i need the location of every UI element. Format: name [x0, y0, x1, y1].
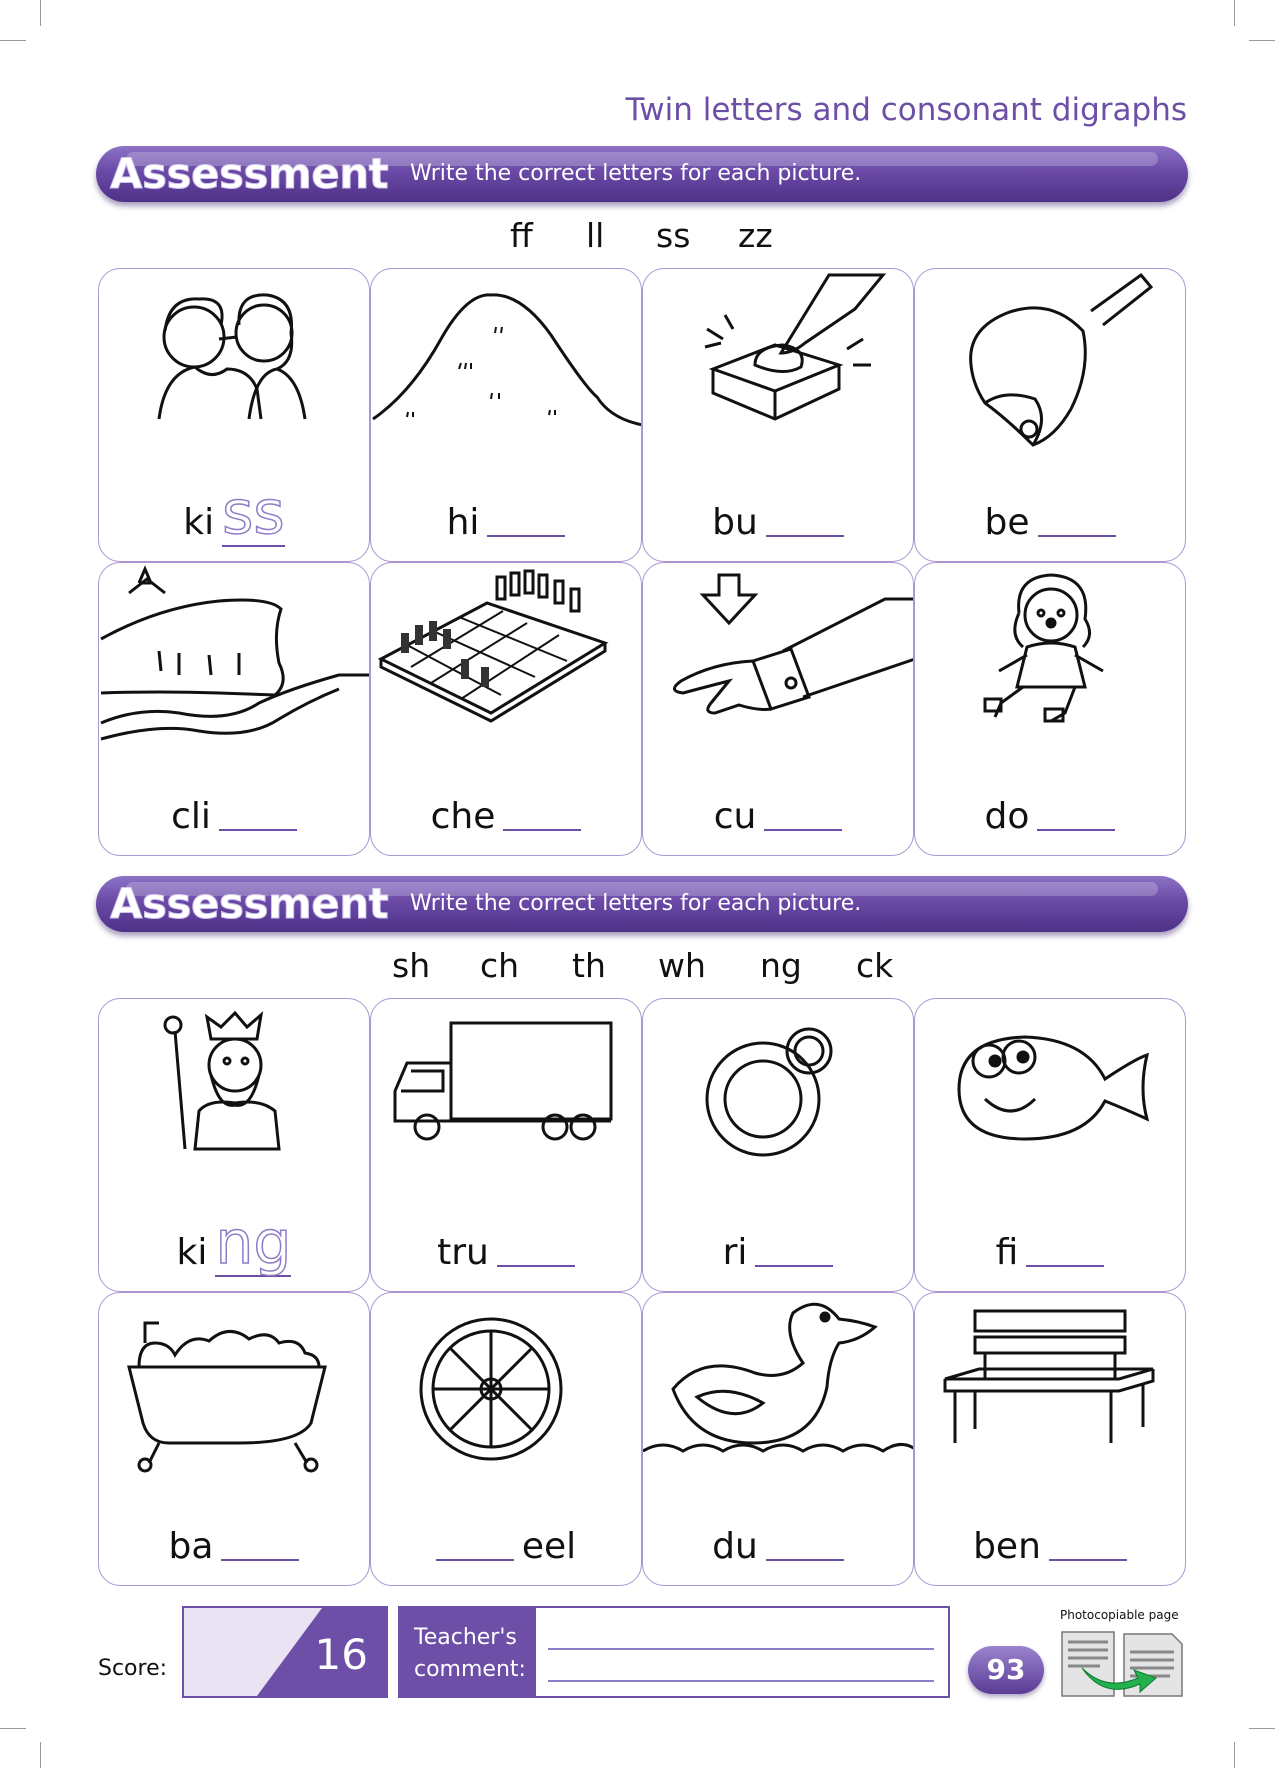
crop-mark — [40, 1742, 41, 1768]
chess-icon — [371, 563, 642, 743]
word-row — [915, 789, 1185, 837]
word-row — [371, 1225, 641, 1273]
word-row — [99, 789, 369, 837]
bell-icon — [915, 269, 1186, 449]
banner-instruction: Write the correct letters for each picture. — [410, 161, 862, 186]
answer-blank[interactable] — [766, 535, 844, 537]
comment-line[interactable] — [548, 1648, 934, 1650]
banner-title: Assessment — [110, 149, 389, 198]
letter-option: wh — [658, 946, 706, 985]
word-row — [371, 495, 641, 543]
picture-card — [642, 998, 914, 1292]
letter-options-1 — [0, 216, 1275, 260]
kissing-couple-icon — [99, 269, 370, 449]
word-stem: hi — [446, 502, 480, 543]
answer-blank[interactable] — [497, 1265, 575, 1267]
word-stem: du — [712, 1526, 758, 1567]
letter-options-2 — [0, 946, 1275, 990]
ring-icon — [643, 999, 914, 1179]
letter-option: sh — [392, 946, 431, 985]
photocopy-icon — [1060, 1626, 1188, 1698]
picture-card — [642, 562, 914, 856]
crop-mark — [0, 1728, 26, 1729]
crop-mark — [1249, 1728, 1275, 1729]
traced-answer: ss — [222, 478, 285, 548]
king-icon — [99, 999, 370, 1179]
word-row — [99, 1208, 369, 1278]
word-stem: be — [984, 502, 1030, 543]
letter-option: ch — [480, 946, 520, 985]
bench-icon — [915, 1293, 1186, 1473]
word-stem: ki — [176, 1232, 208, 1273]
picture-card — [914, 998, 1186, 1292]
word-stem: ki — [183, 502, 215, 543]
photocopy-label: Photocopiable page — [1060, 1608, 1179, 1622]
answer-blank[interactable] — [436, 1559, 514, 1561]
letter-option: ff — [510, 216, 533, 255]
word-row — [99, 478, 369, 548]
score-box[interactable] — [182, 1606, 388, 1698]
word-row — [643, 1225, 913, 1273]
picture-card — [914, 1292, 1186, 1586]
picture-card — [98, 1292, 370, 1586]
word-row — [915, 495, 1185, 543]
buzzer-icon — [643, 269, 914, 449]
word-row — [915, 1225, 1185, 1273]
word-stem: do — [984, 796, 1030, 837]
banner-title: Assessment — [110, 879, 389, 928]
crop-mark — [1234, 1742, 1235, 1768]
answer-blank[interactable] — [221, 1559, 299, 1561]
word-stem: che — [430, 796, 496, 837]
word-stem: cli — [171, 796, 211, 837]
assessment-banner-2 — [96, 876, 1188, 932]
hill-icon — [371, 269, 642, 449]
answer-blank[interactable] — [1049, 1559, 1127, 1561]
word-stem: fi — [995, 1232, 1019, 1273]
word-row — [643, 1519, 913, 1567]
word-stem: bu — [712, 502, 758, 543]
score-label: Score: — [98, 1656, 168, 1681]
teacher-comment-box[interactable] — [398, 1606, 950, 1698]
cliff-icon — [99, 563, 370, 743]
word-row — [371, 1519, 641, 1567]
answer-blank[interactable] — [1037, 829, 1115, 831]
word-row — [371, 789, 641, 837]
word-row — [915, 1519, 1185, 1567]
word-row — [643, 789, 913, 837]
picture-card — [642, 268, 914, 562]
answer-blank[interactable] — [1038, 535, 1116, 537]
picture-card — [370, 268, 642, 562]
page-title: Twin letters and consonant digraphs — [625, 92, 1187, 128]
picture-card — [914, 562, 1186, 856]
comment-label-line2: comment: — [414, 1657, 526, 1682]
duck-icon — [643, 1293, 914, 1473]
answer-blank[interactable] — [487, 535, 565, 537]
answer-blank[interactable] — [766, 1559, 844, 1561]
picture-card — [642, 1292, 914, 1586]
picture-card — [98, 998, 370, 1292]
picture-card — [914, 268, 1186, 562]
page-number-badge: 93 — [968, 1646, 1044, 1694]
assessment-banner-1 — [96, 146, 1188, 202]
word-stem: ba — [168, 1526, 214, 1567]
letter-option: zz — [738, 216, 773, 255]
word-stem: ri — [722, 1232, 748, 1273]
doll-icon — [915, 563, 1186, 743]
picture-card — [98, 562, 370, 856]
word-stem: cu — [713, 796, 757, 837]
crop-mark — [1249, 40, 1275, 41]
picture-card — [370, 998, 642, 1292]
answer-blank[interactable] — [219, 829, 297, 831]
wheel-icon — [371, 1293, 642, 1473]
comment-label — [400, 1608, 536, 1696]
banner-instruction: Write the correct letters for each picture. — [410, 891, 862, 916]
score-total: 16 — [314, 1630, 368, 1679]
fish-icon — [915, 999, 1186, 1179]
picture-card — [370, 1292, 642, 1586]
letter-option: ll — [586, 216, 605, 255]
traced-answer: ng — [215, 1208, 292, 1278]
word-stem: eel — [521, 1526, 577, 1567]
cuff-icon — [643, 563, 914, 743]
picture-card — [370, 562, 642, 856]
picture-card — [98, 268, 370, 562]
word-stem: ben — [973, 1526, 1041, 1567]
word-stem: tru — [437, 1232, 489, 1273]
answer-blank[interactable] — [764, 829, 842, 831]
letter-option: ng — [760, 946, 802, 985]
letter-option: th — [572, 946, 606, 985]
word-row — [99, 1519, 369, 1567]
bath-icon — [99, 1293, 370, 1473]
answer-blank[interactable] — [755, 1265, 833, 1267]
crop-mark — [0, 40, 26, 41]
crop-mark — [40, 0, 41, 26]
letter-option: ss — [656, 216, 691, 255]
truck-icon — [371, 999, 642, 1179]
crop-mark — [1234, 0, 1235, 26]
answer-blank[interactable] — [503, 829, 581, 831]
comment-line[interactable] — [548, 1680, 934, 1682]
comment-label-line1: Teacher's — [414, 1625, 517, 1650]
answer-blank[interactable] — [1026, 1265, 1104, 1267]
letter-option: ck — [856, 946, 894, 985]
word-row — [643, 495, 913, 543]
footer — [0, 1600, 1275, 1700]
